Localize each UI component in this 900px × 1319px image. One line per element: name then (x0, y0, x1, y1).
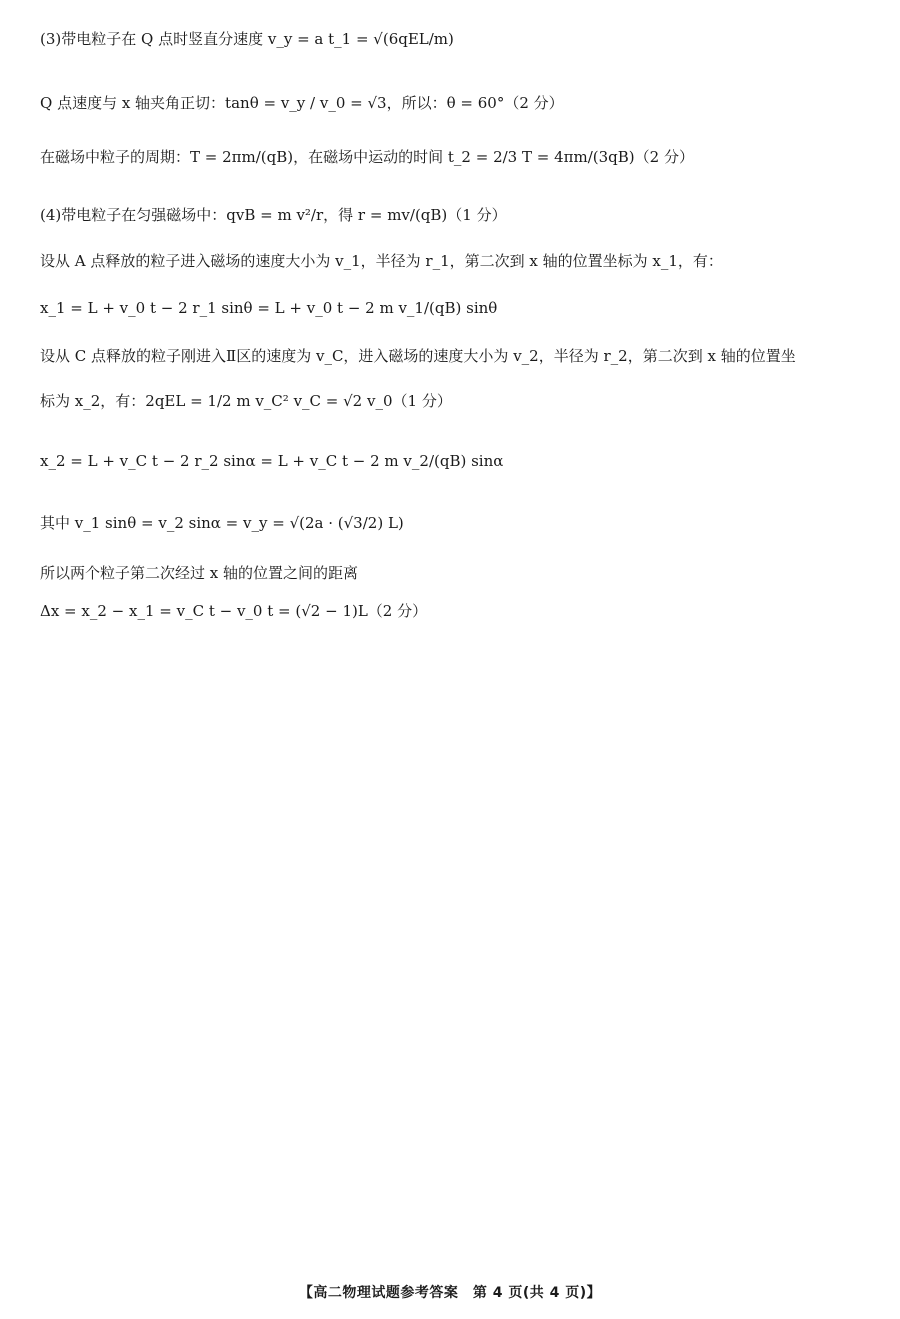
line-text: 设从 C 点释放的粒子刚进入Ⅱ区的速度为 v_C，进入磁场的速度大小为 v_2，半径为 r_2，第二次到 x 轴的位置坐 (40, 347, 796, 365)
line-q-angle (40, 92, 870, 114)
line-velocity-relation (40, 512, 870, 534)
line-text: Q 点速度与 x 轴夹角正切：tanθ = v_y / v_0 = √3，所以：θ = 60°（2 分） (40, 94, 564, 112)
line-text: 设从 A 点释放的粒子进入磁场的速度大小为 v_1，半径为 r_1，第二次到 x 轴的位置坐标为 x_1，有： (40, 252, 723, 270)
line-distance-intro (40, 562, 870, 584)
line-x2 (40, 450, 870, 472)
line-text: (3)带电粒子在 Q 点时竖直分速度 v_y = a t_1 = √(6qEL/m) (40, 30, 454, 48)
line-text: x_1 = L + v_0 t − 2 r_1 sinθ = L + v_0 t − 2 m v_1/(qB) sinθ (40, 299, 498, 317)
line-text: 在磁场中粒子的周期：T = 2πm/(qB)，在磁场中运动的时间 t_2 = 2/3 T = 4πm/(3qB)（2 分） (40, 148, 694, 166)
line-x1 (40, 297, 870, 319)
line-particle-c (40, 345, 870, 367)
line-particle-a (40, 250, 870, 272)
line-text: 其中 v_1 sinθ = v_2 sinα = v_y = √(2a · (√3/2) L) (40, 514, 404, 532)
line-text: Δx = x_2 − x_1 = v_C t − v_0 t = (√2 − 1)L（2 分） (40, 602, 428, 620)
line-delta-x (40, 600, 870, 622)
line-text: 所以两个粒子第二次经过 x 轴的位置之间的距离 (40, 564, 358, 582)
page-footer: 【高二物理试题参考答案 第 4 页(共 4 页)】 (298, 1285, 602, 1301)
line-text: 标为 x_2，有：2qEL = 1/2 m v_C² v_C = √2 v_0（1 分） (40, 392, 452, 410)
line-3-vertical-velocity (40, 28, 870, 50)
line-x2-energy (40, 390, 870, 412)
line-4-radius (40, 204, 870, 226)
line-text: (4)带电粒子在匀强磁场中：qvB = m v²/r，得 r = mv/(qB)（1 分） (40, 206, 507, 224)
line-period (40, 146, 870, 168)
line-text: x_2 = L + v_C t − 2 r_2 sinα = L + v_C t − 2 m v_2/(qB) sinα (40, 452, 504, 470)
